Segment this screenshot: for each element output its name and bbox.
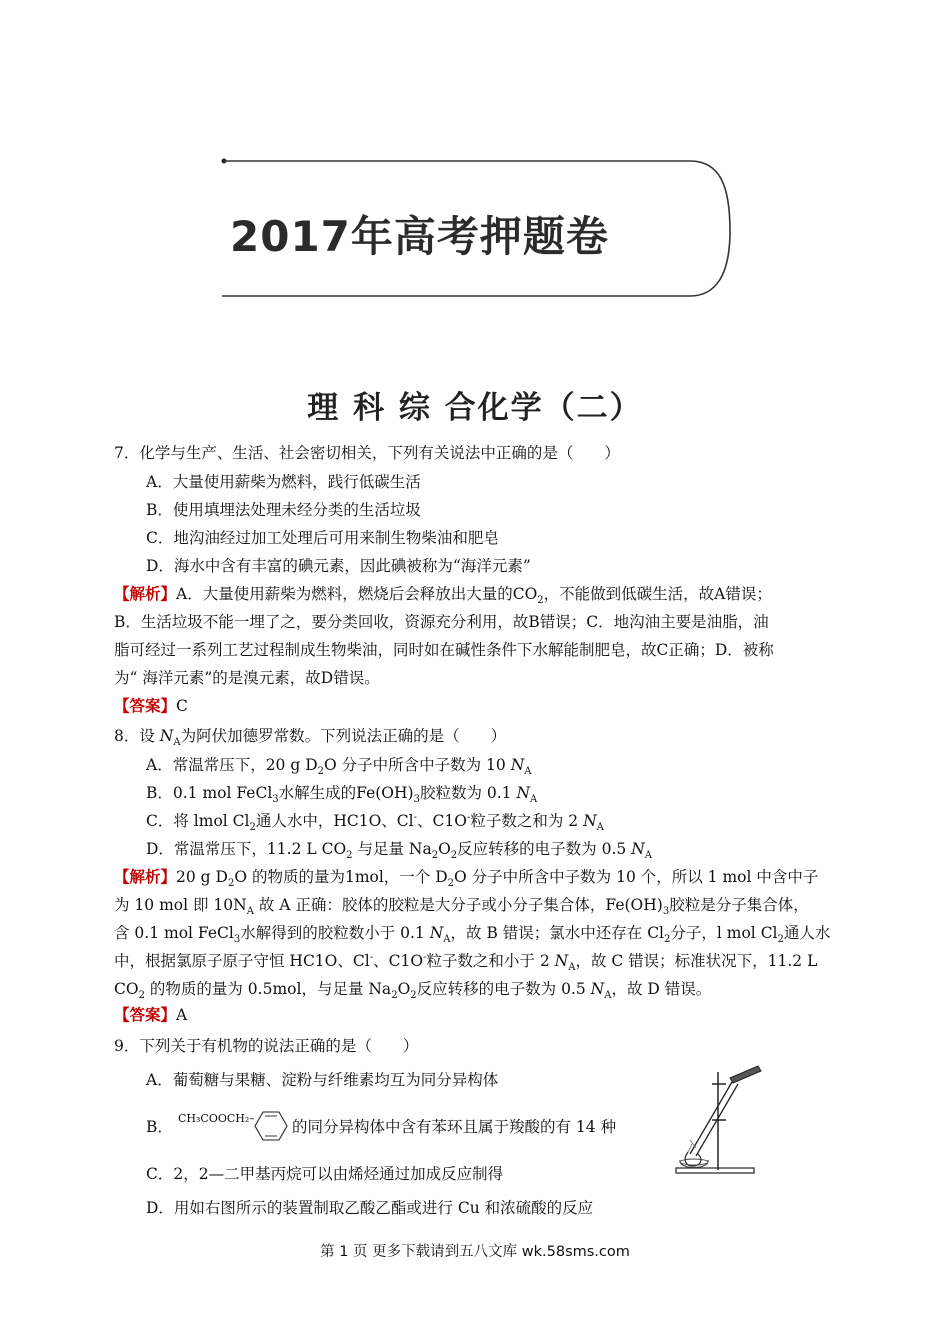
subscript: 2 bbox=[227, 878, 235, 890]
q9-option-c: C．2，2—二甲基丙烷可以由烯烃通过加成反应制得 bbox=[146, 1165, 504, 1183]
subscript: A bbox=[644, 850, 652, 862]
text: 胶粒数为 0.1 bbox=[419, 784, 517, 802]
q8-analysis-line-1 bbox=[114, 867, 819, 890]
text: A．大量使用薪柴为燃料，燃烧后会释放出大量的CO bbox=[176, 585, 538, 603]
text: C．将 lmol Cl bbox=[146, 812, 250, 830]
superscript: - bbox=[423, 951, 427, 963]
q9-structure-formula bbox=[178, 1112, 290, 1142]
subscript: 2 bbox=[664, 934, 671, 946]
text: ，故 D 错误。 bbox=[611, 980, 712, 998]
text: 含 0.1 mol FeCl bbox=[114, 924, 234, 942]
q8-analysis-line-3 bbox=[114, 923, 831, 946]
banner-title: 2017年高考押题卷 bbox=[230, 212, 609, 261]
q9-stem: 9．下列关于有机物的说法正确的是（ ） bbox=[114, 1037, 419, 1055]
superscript: - bbox=[413, 811, 418, 823]
text: O 分子中所含中子数为 10 bbox=[324, 756, 511, 774]
q8-answer bbox=[114, 1005, 187, 1025]
subscript: A bbox=[604, 990, 612, 1002]
subscript: 2 bbox=[391, 990, 398, 1002]
q7-analysis-line-4: 为“ 海洋元素”的是溴元素，故D错误。 bbox=[114, 669, 380, 687]
subscript: 2 bbox=[447, 878, 455, 890]
q7-analysis-line-2: B．生活垃圾不能一埋了之，要分类回收，资源充分利用，故B错误；C．地沟油主要是油脂，油 bbox=[114, 613, 769, 631]
q9-option-a: A．葡萄糖与果糖、淀粉与纤维素均互为同分异构体 bbox=[146, 1071, 499, 1089]
benzene-ring-icon bbox=[254, 1110, 288, 1142]
text: 、C1O bbox=[417, 812, 467, 830]
analysis-tag: 【解析】 bbox=[114, 867, 177, 886]
answer-value: A bbox=[176, 1006, 188, 1024]
text: 为阿伏加德罗常数。下列说法正确的是（ ） bbox=[180, 727, 507, 745]
subscript: 2 bbox=[138, 990, 145, 1002]
text: 为 10 mol 即 10N bbox=[114, 896, 247, 914]
text: 粒子数之和为 2 bbox=[470, 812, 584, 830]
text: A．常温常压下，20 g D bbox=[146, 756, 318, 774]
text: O bbox=[397, 980, 411, 998]
text: 粒子数之和小于 2 bbox=[426, 952, 555, 970]
text: 通人水中，HC1O、Cl bbox=[255, 812, 414, 830]
subscript: A bbox=[524, 766, 532, 778]
na-symbol: N bbox=[429, 924, 444, 942]
q7-option-d: D．海水中含有丰富的碘元素，因此碘被称为“海洋元素” bbox=[146, 557, 531, 575]
text: 分子，l mol Cl bbox=[670, 924, 778, 942]
subscript: 3 bbox=[272, 794, 279, 806]
na-symbol: N bbox=[159, 727, 174, 745]
na-symbol: N bbox=[510, 756, 525, 774]
subscript: 2 bbox=[431, 850, 439, 862]
subscript: 2 bbox=[249, 822, 256, 834]
answer-value: C bbox=[176, 697, 188, 715]
q8-option-d bbox=[146, 839, 652, 862]
text: 20 g D bbox=[176, 868, 228, 886]
text: O 分子中所含中子数为 10 个，所以 1 mol 中含中子 bbox=[454, 868, 819, 886]
subscript: A bbox=[568, 962, 576, 974]
subscript: 2 bbox=[450, 850, 458, 862]
text: O 的物质的量为1mol，一个 D bbox=[234, 868, 448, 886]
formula-text: CH₃COOCH₂– bbox=[178, 1112, 255, 1125]
q9-option-b-text: 的同分异构体中含有苯环且属于羧酸的有 14 种 bbox=[292, 1118, 617, 1136]
text: D．常温常压下，11.2 L CO bbox=[146, 840, 347, 858]
superscript: - bbox=[369, 951, 374, 963]
text: CO bbox=[114, 980, 139, 998]
q8-option-a bbox=[146, 755, 532, 778]
text: 通人水 bbox=[783, 924, 831, 942]
subject-title: 理 科 综 合化学（二） bbox=[307, 390, 643, 426]
text: 8．设 bbox=[114, 727, 160, 745]
q7-stem: 7．化学与生产、生活、社会密切相关，下列有关说法中正确的是（ ） bbox=[114, 444, 620, 462]
subscript: A bbox=[443, 934, 451, 946]
page-footer: 第 1 页 更多下载请到五八文库 wk.58sms.com bbox=[320, 1244, 630, 1260]
text: O bbox=[438, 840, 451, 858]
text: 、C1O bbox=[373, 952, 424, 970]
subscript: A bbox=[173, 737, 181, 749]
text: 反应转移的电子数为 0.5 bbox=[457, 840, 632, 858]
q7-answer bbox=[114, 696, 188, 716]
superscript: - bbox=[466, 811, 471, 823]
subscript: A bbox=[246, 906, 254, 918]
subscript: 2 bbox=[317, 766, 324, 778]
answer-tag: 【答案】 bbox=[114, 696, 177, 715]
q7-option-c: C．地沟油经过加工处理后可用来制生物柴油和肥皂 bbox=[146, 529, 499, 547]
q8-option-c bbox=[146, 811, 604, 834]
na-symbol: N bbox=[590, 980, 605, 998]
q7-analysis-line-3: 脂可经过一系列工艺过程制成生物柴油，同时如在碱性条件下水解能制肥皂，故C正确；D．被称 bbox=[114, 641, 774, 659]
text: 水解生成的Fe(OH) bbox=[278, 784, 414, 802]
text: ，故 B 错误；氯水中还存在 Cl bbox=[450, 924, 665, 942]
text: 故 A 正确：胶体的胶粒是大分子或小分子集合体，Fe(OH) bbox=[253, 896, 663, 914]
q9-option-b-label: B． bbox=[146, 1118, 173, 1136]
text: ，故 C 错误；标准状况下，11.2 L bbox=[575, 952, 818, 970]
text: 的物质的量为 0.5mol，与足量 Na bbox=[144, 980, 392, 998]
subscript: 3 bbox=[413, 794, 420, 806]
text: 反应转移的电子数为 0.5 bbox=[416, 980, 591, 998]
q8-option-b bbox=[146, 783, 538, 806]
q7-option-b: B．使用填埋法处理未经分类的生活垃圾 bbox=[146, 501, 421, 519]
na-symbol: N bbox=[631, 840, 645, 858]
lab-apparatus-illustration bbox=[670, 1062, 770, 1178]
subscript: A bbox=[596, 822, 604, 834]
text: 与足量 Na bbox=[352, 840, 432, 858]
q7-analysis-line-1 bbox=[114, 584, 772, 607]
distillation-apparatus-icon bbox=[670, 1062, 770, 1178]
q8-analysis-line-4 bbox=[114, 951, 818, 974]
subscript: 2 bbox=[777, 934, 784, 946]
subscript: A bbox=[530, 794, 538, 806]
subscript: 3 bbox=[233, 934, 241, 946]
q8-stem bbox=[114, 726, 507, 749]
subscript: 3 bbox=[662, 906, 670, 918]
text: ，不能做到低碳生活，故A错误； bbox=[543, 585, 772, 603]
q8-analysis-line-2 bbox=[114, 895, 809, 918]
q8-analysis-line-5 bbox=[114, 979, 712, 1002]
na-symbol: N bbox=[554, 952, 569, 970]
na-symbol: N bbox=[516, 784, 531, 802]
subscript: 2 bbox=[410, 990, 417, 1002]
title-banner bbox=[220, 156, 735, 301]
text: B．0.1 mol FeCl bbox=[146, 784, 273, 802]
subscript: 2 bbox=[537, 595, 544, 607]
text: 中，根据氯原子原子守恒 HC1O、Cl bbox=[114, 952, 370, 970]
subscript: 2 bbox=[346, 850, 353, 862]
na-symbol: N bbox=[583, 812, 597, 830]
text: 水解得到的胶粒数小于 0.1 bbox=[240, 924, 430, 942]
analysis-tag: 【解析】 bbox=[114, 584, 177, 603]
text: 胶粒是分子集合体， bbox=[669, 896, 809, 914]
q9-option-d: D．用如右图所示的装置制取乙酸乙酯或进行 Cu 和浓硫酸的反应 bbox=[146, 1199, 594, 1217]
answer-tag: 【答案】 bbox=[114, 1005, 177, 1024]
q7-option-a: A．大量使用薪柴为燃料，践行低碳生活 bbox=[146, 473, 421, 491]
